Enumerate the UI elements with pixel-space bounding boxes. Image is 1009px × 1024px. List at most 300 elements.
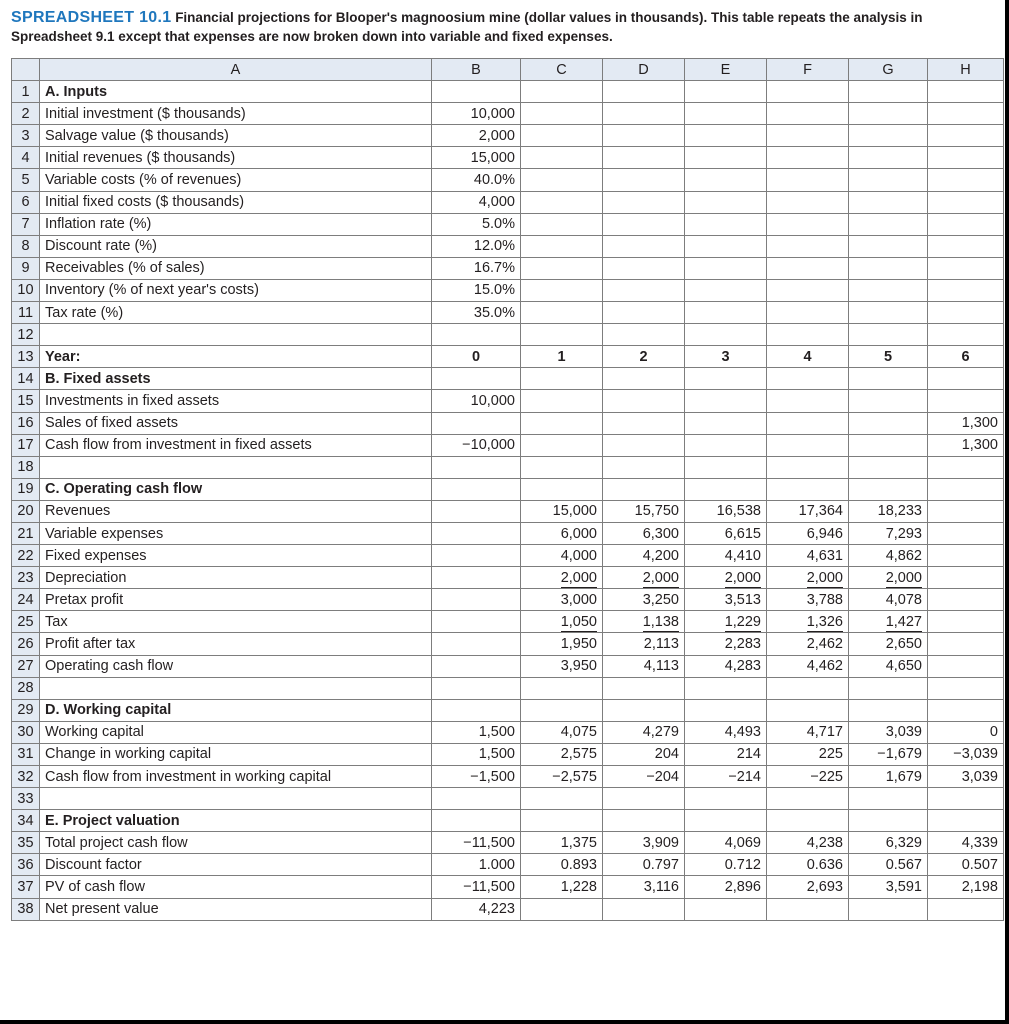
cell-value: 1,679: [885, 768, 922, 785]
cell-value: 5: [883, 348, 893, 365]
row-label: [40, 677, 432, 699]
value-cell-h: [928, 324, 1004, 346]
cell-value: 16.7%: [473, 260, 515, 277]
value-cell-b: [432, 279, 521, 301]
value-cell-b: [432, 545, 521, 567]
value-cell-f: [767, 412, 849, 434]
value-cell-b: [432, 456, 521, 478]
cell-value: 4,200: [642, 547, 679, 564]
value-cell-b: [432, 147, 521, 169]
table-row: [12, 368, 1004, 390]
cell-value: −11,500: [463, 834, 515, 851]
value-cell-e: [685, 611, 767, 633]
cell-value: −2,575: [552, 768, 597, 785]
value-cell-b: [432, 854, 521, 876]
table-row: [12, 147, 1004, 169]
row-label: Working capital: [40, 721, 432, 743]
cell-value: −225: [810, 768, 843, 785]
cell-value: 4,000: [560, 547, 597, 564]
table-row: [12, 611, 1004, 633]
value-cell-e: [685, 279, 767, 301]
row-number: 13: [12, 346, 40, 368]
value-cell-c: [521, 832, 603, 854]
value-cell-c: [521, 235, 603, 257]
cell-value: 0.893: [560, 856, 597, 873]
cell-value: 2,000: [642, 569, 679, 586]
value-cell-f: [767, 235, 849, 257]
value-cell-b: [432, 324, 521, 346]
cell-value: 4,113: [643, 658, 679, 675]
cell-value: −10,000: [462, 437, 515, 454]
value-cell-e: [685, 324, 767, 346]
table-row: [12, 235, 1004, 257]
cell-value: 2,000: [885, 569, 922, 586]
value-cell-f: [767, 500, 849, 522]
cell-value: 2,198: [961, 879, 998, 896]
cell-value: 35.0%: [473, 304, 515, 321]
value-cell-c: [521, 655, 603, 677]
row-number: 32: [12, 766, 40, 788]
row-label: C. Operating cash flow: [40, 478, 432, 500]
value-cell-f: [767, 434, 849, 456]
row-label: Variable costs (% of revenues): [40, 169, 432, 191]
cell-value: 1,500: [478, 724, 515, 741]
value-cell-e: [685, 699, 767, 721]
value-cell-e: [685, 522, 767, 544]
value-cell-b: [432, 257, 521, 279]
table-row: [12, 876, 1004, 898]
value-cell-f: [767, 522, 849, 544]
row-label: Cash flow from investment in fixed assets: [40, 434, 432, 456]
value-cell-f: [767, 125, 849, 147]
value-cell-h: [928, 213, 1004, 235]
cell-value: 2,000: [806, 569, 843, 586]
value-cell-f: [767, 81, 849, 103]
value-cell-e: [685, 788, 767, 810]
value-cell-c: [521, 456, 603, 478]
row-label: Tax: [40, 611, 432, 633]
cell-value: 4,069: [724, 834, 761, 851]
table-row: [12, 279, 1004, 301]
row-number: 36: [12, 854, 40, 876]
value-cell-c: [521, 257, 603, 279]
cell-value: 4,650: [885, 658, 922, 675]
value-cell-e: [685, 545, 767, 567]
row-label: Cash flow from investment in working capital: [40, 766, 432, 788]
table-row: [12, 81, 1004, 103]
row-number: 8: [12, 235, 40, 257]
value-cell-c: [521, 721, 603, 743]
cell-value: 3,250: [642, 591, 679, 608]
value-cell-c: [521, 766, 603, 788]
row-number: 9: [12, 257, 40, 279]
cell-value: 16,538: [716, 503, 761, 520]
row-number: 19: [12, 478, 40, 500]
value-cell-h: [928, 567, 1004, 589]
column-header-f: F: [767, 59, 849, 81]
value-cell-c: [521, 368, 603, 390]
value-cell-d: [603, 169, 685, 191]
value-cell-e: [685, 810, 767, 832]
value-cell-h: [928, 788, 1004, 810]
value-cell-f: [767, 611, 849, 633]
cell-value: 3,513: [724, 591, 761, 608]
value-cell-d: [603, 235, 685, 257]
cell-value: 4,631: [806, 547, 843, 564]
value-cell-d: [603, 103, 685, 125]
value-cell-f: [767, 589, 849, 611]
value-cell-e: [685, 125, 767, 147]
value-cell-g: [849, 235, 928, 257]
value-cell-g: [849, 655, 928, 677]
value-cell-f: [767, 854, 849, 876]
cell-value: 0.636: [806, 856, 843, 873]
cell-value: 1,300: [961, 415, 998, 432]
cell-value: 2,000: [478, 127, 515, 144]
row-number: 28: [12, 677, 40, 699]
corner-cell: [12, 59, 40, 81]
value-cell-f: [767, 302, 849, 324]
row-label: Inventory (% of next year's costs): [40, 279, 432, 301]
value-cell-c: [521, 103, 603, 125]
value-cell-f: [767, 766, 849, 788]
value-cell-f: [767, 103, 849, 125]
cell-value: 1,375: [560, 834, 597, 851]
row-label: Initial fixed costs ($ thousands): [40, 191, 432, 213]
value-cell-b: [432, 898, 521, 920]
value-cell-d: [603, 766, 685, 788]
cell-value: 7,293: [885, 525, 922, 542]
value-cell-c: [521, 324, 603, 346]
cell-value: 4,078: [885, 591, 922, 608]
value-cell-d: [603, 854, 685, 876]
row-label: Initial investment ($ thousands): [40, 103, 432, 125]
cell-value: 0.797: [642, 856, 679, 873]
column-header-h: H: [928, 59, 1004, 81]
cell-value: 4,279: [642, 724, 679, 741]
value-cell-e: [685, 876, 767, 898]
value-cell-f: [767, 257, 849, 279]
value-cell-e: [685, 302, 767, 324]
value-cell-e: [685, 854, 767, 876]
value-cell-h: [928, 522, 1004, 544]
row-number: 30: [12, 721, 40, 743]
row-number: 15: [12, 390, 40, 412]
row-label: D. Working capital: [40, 699, 432, 721]
cell-value: 2,000: [724, 569, 761, 586]
value-cell-d: [603, 633, 685, 655]
value-cell-b: [432, 810, 521, 832]
cell-value: 204: [654, 746, 679, 763]
value-cell-h: [928, 699, 1004, 721]
cell-value: 4,493: [724, 724, 761, 741]
table-row: [12, 346, 1004, 368]
column-header-b: B: [432, 59, 521, 81]
row-label: Tax rate (%): [40, 302, 432, 324]
row-number: 25: [12, 611, 40, 633]
row-number: 6: [12, 191, 40, 213]
value-cell-c: [521, 478, 603, 500]
cell-value: 1,300: [961, 437, 998, 454]
cell-value: 6,329: [885, 834, 922, 851]
table-row: [12, 412, 1004, 434]
value-cell-e: [685, 213, 767, 235]
value-cell-d: [603, 567, 685, 589]
value-cell-e: [685, 677, 767, 699]
value-cell-d: [603, 324, 685, 346]
table-row: [12, 766, 1004, 788]
cell-value: −1,679: [877, 746, 922, 763]
cell-value: 2,462: [806, 635, 843, 652]
value-cell-h: [928, 191, 1004, 213]
value-cell-b: [432, 103, 521, 125]
value-cell-g: [849, 169, 928, 191]
value-cell-h: [928, 876, 1004, 898]
value-cell-f: [767, 633, 849, 655]
value-cell-h: [928, 390, 1004, 412]
row-label: Fixed expenses: [40, 545, 432, 567]
value-cell-c: [521, 810, 603, 832]
table-caption: [11, 8, 1001, 46]
value-cell-c: [521, 213, 603, 235]
value-cell-b: [432, 699, 521, 721]
value-cell-b: [432, 567, 521, 589]
cell-value: 2,650: [885, 635, 922, 652]
cell-value: 3,039: [885, 724, 922, 741]
table-row: [12, 125, 1004, 147]
value-cell-f: [767, 346, 849, 368]
table-row: [12, 699, 1004, 721]
table-row: [12, 567, 1004, 589]
value-cell-d: [603, 147, 685, 169]
row-number: 27: [12, 655, 40, 677]
row-label: Investments in fixed assets: [40, 390, 432, 412]
value-cell-b: [432, 434, 521, 456]
table-row: [12, 655, 1004, 677]
value-cell-g: [849, 279, 928, 301]
cell-value: 3: [721, 348, 730, 365]
cell-value: 3,039: [961, 768, 998, 785]
value-cell-c: [521, 434, 603, 456]
value-cell-f: [767, 898, 849, 920]
value-cell-f: [767, 147, 849, 169]
value-cell-g: [849, 788, 928, 810]
cell-value: 0.567: [885, 856, 922, 873]
value-cell-g: [849, 567, 928, 589]
value-cell-b: [432, 832, 521, 854]
value-cell-g: [849, 103, 928, 125]
table-row: [12, 898, 1004, 920]
row-label: Year:: [40, 346, 432, 368]
cell-value: 6: [961, 348, 970, 365]
value-cell-f: [767, 810, 849, 832]
value-cell-e: [685, 478, 767, 500]
cell-value: 3,788: [806, 591, 843, 608]
value-cell-c: [521, 699, 603, 721]
row-label: Inflation rate (%): [40, 213, 432, 235]
row-number: 35: [12, 832, 40, 854]
cell-value: 0.712: [724, 856, 761, 873]
value-cell-f: [767, 213, 849, 235]
value-cell-c: [521, 788, 603, 810]
value-cell-e: [685, 257, 767, 279]
row-number: 16: [12, 412, 40, 434]
value-cell-b: [432, 743, 521, 765]
value-cell-g: [849, 677, 928, 699]
value-cell-f: [767, 478, 849, 500]
value-cell-d: [603, 743, 685, 765]
row-number: 38: [12, 898, 40, 920]
value-cell-d: [603, 522, 685, 544]
value-cell-b: [432, 412, 521, 434]
caption-text: Financial projections for Blooper's magnoosium mine (dollar values in thousands). This table repeats the analysis in Spreadsheet 9.1 except that expenses are now broken down into variable and fixed expenses.: [11, 10, 923, 44]
value-cell-f: [767, 832, 849, 854]
row-number: 5: [12, 169, 40, 191]
value-cell-d: [603, 346, 685, 368]
value-cell-g: [849, 125, 928, 147]
cell-value: 3,116: [643, 879, 679, 896]
cell-value: 2,575: [560, 746, 597, 763]
value-cell-g: [849, 191, 928, 213]
cell-value: −1,500: [470, 768, 515, 785]
value-cell-g: [849, 721, 928, 743]
value-cell-c: [521, 81, 603, 103]
value-cell-d: [603, 655, 685, 677]
row-label: [40, 788, 432, 810]
row-label: E. Project valuation: [40, 810, 432, 832]
cell-value: 15.0%: [473, 282, 515, 299]
value-cell-d: [603, 677, 685, 699]
row-label: Receivables (% of sales): [40, 257, 432, 279]
row-label: Variable expenses: [40, 522, 432, 544]
table-row: [12, 257, 1004, 279]
value-cell-g: [849, 147, 928, 169]
value-cell-b: [432, 633, 521, 655]
table-row: [12, 302, 1004, 324]
row-number: 7: [12, 213, 40, 235]
value-cell-c: [521, 567, 603, 589]
value-cell-d: [603, 876, 685, 898]
value-cell-d: [603, 125, 685, 147]
cell-value: 6,300: [642, 525, 679, 542]
row-number: 4: [12, 147, 40, 169]
cell-value: 10,000: [470, 105, 515, 122]
table-row: [12, 721, 1004, 743]
cell-value: 0: [471, 348, 481, 365]
value-cell-h: [928, 611, 1004, 633]
value-cell-b: [432, 655, 521, 677]
row-number: 12: [12, 324, 40, 346]
value-cell-b: [432, 522, 521, 544]
cell-value: 2,283: [724, 635, 761, 652]
value-cell-d: [603, 213, 685, 235]
value-cell-f: [767, 677, 849, 699]
row-number: 22: [12, 545, 40, 567]
value-cell-h: [928, 589, 1004, 611]
value-cell-e: [685, 743, 767, 765]
value-cell-b: [432, 302, 521, 324]
cell-value: 10,000: [470, 392, 515, 409]
value-cell-f: [767, 567, 849, 589]
column-header-c: C: [521, 59, 603, 81]
value-cell-e: [685, 368, 767, 390]
cell-value: 4,238: [806, 834, 843, 851]
cell-value: 4,339: [961, 834, 998, 851]
row-label: Sales of fixed assets: [40, 412, 432, 434]
value-cell-f: [767, 456, 849, 478]
value-cell-d: [603, 257, 685, 279]
value-cell-d: [603, 412, 685, 434]
cell-value: 4,223: [478, 901, 515, 918]
cell-value: 4,283: [724, 658, 761, 675]
cell-value: 18,233: [877, 503, 922, 520]
value-cell-d: [603, 478, 685, 500]
row-number: 37: [12, 876, 40, 898]
row-label: Pretax profit: [40, 589, 432, 611]
value-cell-f: [767, 279, 849, 301]
value-cell-d: [603, 279, 685, 301]
value-cell-g: [849, 368, 928, 390]
value-cell-c: [521, 279, 603, 301]
value-cell-f: [767, 169, 849, 191]
value-cell-h: [928, 677, 1004, 699]
row-number: 10: [12, 279, 40, 301]
value-cell-e: [685, 147, 767, 169]
value-cell-g: [849, 633, 928, 655]
value-cell-d: [603, 434, 685, 456]
row-number: 33: [12, 788, 40, 810]
value-cell-b: [432, 81, 521, 103]
cell-value: 2: [639, 348, 648, 365]
cell-value: 4,462: [806, 658, 843, 675]
cell-value: 5.0%: [481, 216, 515, 233]
cell-value: 6,946: [806, 525, 843, 542]
value-cell-h: [928, 434, 1004, 456]
value-cell-h: [928, 898, 1004, 920]
row-number: 20: [12, 500, 40, 522]
row-number: 26: [12, 633, 40, 655]
value-cell-h: [928, 412, 1004, 434]
value-cell-c: [521, 169, 603, 191]
value-cell-c: [521, 125, 603, 147]
value-cell-g: [849, 434, 928, 456]
cell-value: 3,909: [642, 834, 679, 851]
value-cell-d: [603, 500, 685, 522]
cell-value: −3,039: [953, 746, 998, 763]
column-header-e: E: [685, 59, 767, 81]
value-cell-d: [603, 721, 685, 743]
value-cell-h: [928, 478, 1004, 500]
table-row: [12, 500, 1004, 522]
table-row: [12, 522, 1004, 544]
cell-value: 3,000: [560, 591, 597, 608]
value-cell-d: [603, 456, 685, 478]
value-cell-e: [685, 434, 767, 456]
value-cell-e: [685, 103, 767, 125]
table-row: [12, 589, 1004, 611]
row-label: Profit after tax: [40, 633, 432, 655]
value-cell-h: [928, 235, 1004, 257]
value-cell-h: [928, 257, 1004, 279]
value-cell-h: [928, 103, 1004, 125]
spreadsheet-table: [11, 58, 1004, 921]
table-row: [12, 854, 1004, 876]
value-cell-g: [849, 213, 928, 235]
row-label: Operating cash flow: [40, 655, 432, 677]
value-cell-e: [685, 81, 767, 103]
value-cell-g: [849, 522, 928, 544]
column-header-a: A: [40, 59, 432, 81]
